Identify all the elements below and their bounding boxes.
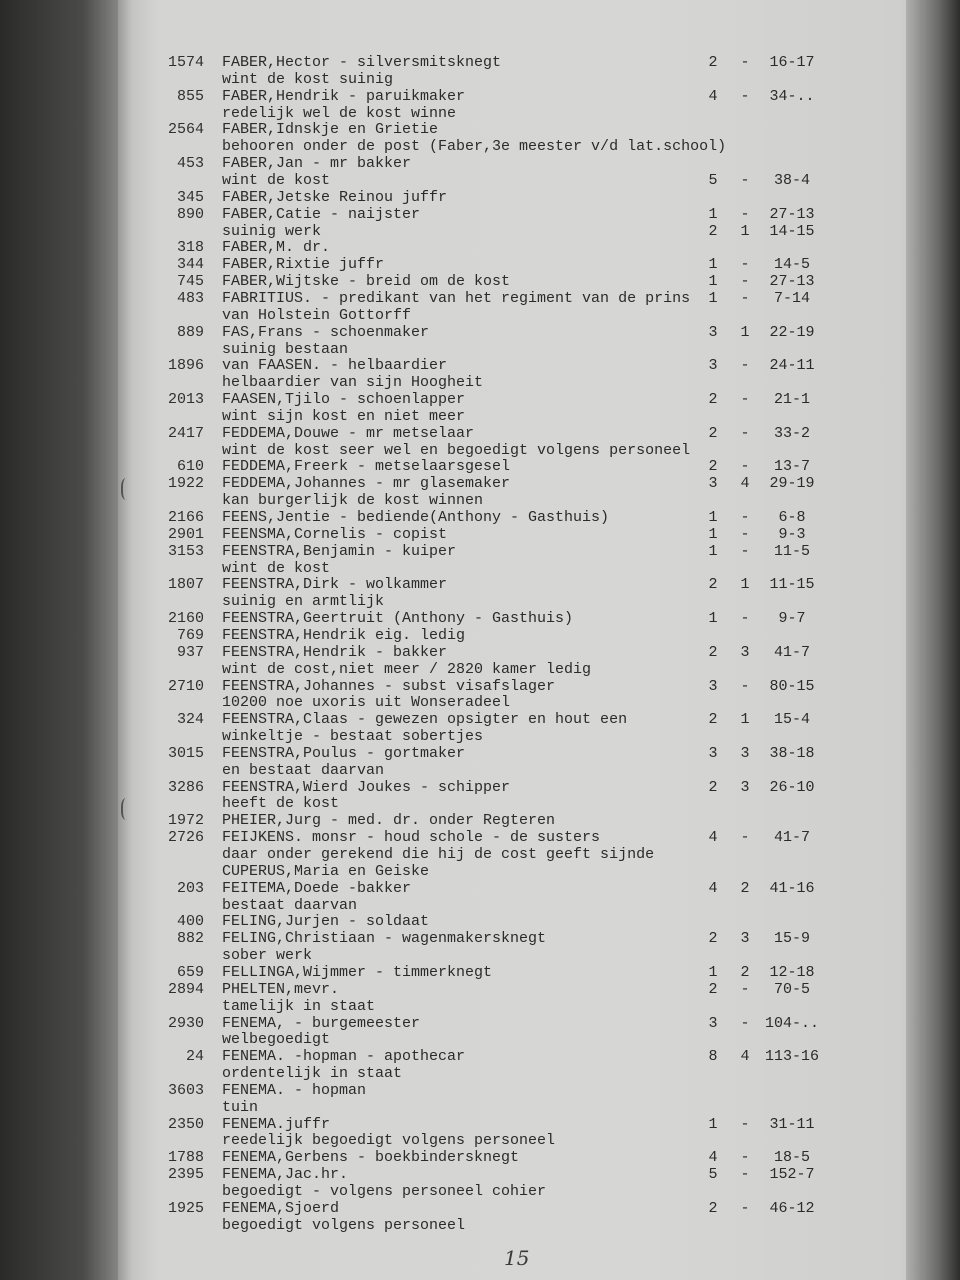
column-b-value: - [740, 87, 750, 105]
table-row [0, 1116, 960, 1133]
entry-number: 889 [176, 323, 204, 341]
table-row [0, 88, 960, 105]
entry-text: FEENSTRA,Claas - gewezen opsigter en hout een [222, 711, 628, 729]
table-row [0, 593, 960, 610]
table-row [0, 661, 960, 678]
column-b-value: 3 [740, 643, 750, 661]
table-row [0, 307, 960, 324]
amount-value: 34-.. [769, 87, 815, 105]
column-a-value: 2 [708, 980, 718, 998]
table-row [0, 1015, 960, 1032]
entry-text: FEENSTRA,Poulus - gortmaker [222, 744, 466, 762]
column-a-value: 4 [708, 87, 718, 105]
entry-text: FELLINGA,Wijmmer - timmerknegt [222, 963, 493, 981]
entry-text: helbaardier van sijn Hoogheit [222, 374, 484, 392]
table-row [0, 324, 960, 341]
entry-text: FEDDEMA,Freerk - metselaarsgesel [222, 458, 511, 476]
amount-value: 7-14 [773, 289, 810, 307]
entry-text: sober werk [222, 947, 313, 965]
table-row [0, 795, 960, 812]
entry-number: 2166 [167, 509, 204, 526]
amount-value: 38-18 [769, 744, 815, 762]
column-a-value: 1 [708, 289, 718, 307]
column-a-value: 4 [708, 829, 718, 847]
column-a-value: 1 [708, 1115, 718, 1133]
entry-text: FEDDEMA,Johannes - mr glasemaker [222, 475, 511, 493]
amount-value: 15-9 [773, 930, 810, 948]
amount-value: 15-4 [773, 711, 810, 729]
amount-value: 16-17 [769, 54, 815, 71]
amount-value: 38-4 [773, 172, 810, 189]
amount-value: 26-10 [769, 778, 815, 796]
entry-number: 3603 [167, 1081, 204, 1099]
table-row [0, 239, 960, 256]
column-a-value: 2 [708, 222, 718, 240]
column-b-value: 2 [740, 963, 750, 981]
entry-number: 882 [176, 930, 204, 948]
entry-text: FEENSTRA,Benjamin - kuiper [222, 542, 457, 560]
table-row [0, 290, 960, 307]
table-row [0, 897, 960, 914]
entry-text: FEENSTRA,Hendrik - bakker [222, 643, 448, 661]
amount-value: 80-15 [769, 677, 815, 695]
column-b-value: - [740, 256, 750, 274]
entry-text: wint de kost seer wel en begoedigt volgens personeel [222, 441, 691, 459]
entry-text: FEENSTRA,Geertruit (Anthony - Gasthuis) [222, 610, 574, 628]
table-row [0, 1048, 960, 1065]
column-a-value: 2 [708, 1199, 718, 1217]
entry-number: 610 [176, 458, 204, 476]
entry-text: wint sijn kost en niet meer [222, 407, 466, 425]
entry-number: 400 [176, 913, 204, 931]
entry-text: FELING,Jurjen - soldaat [222, 913, 430, 931]
column-b-value: 1 [740, 222, 750, 240]
amount-value: 33-2 [773, 424, 810, 442]
entry-text: begoedigt - volgens personeel cohier [222, 1183, 547, 1200]
column-a-value: 3 [708, 357, 718, 375]
column-a-value: 1 [708, 542, 718, 560]
entry-text: FABER,Wijtske - breid om de kost [222, 273, 511, 291]
column-a-value: 1 [708, 610, 718, 628]
entry-number: 345 [176, 188, 204, 206]
table-row [0, 1149, 960, 1166]
column-b-value: - [740, 525, 750, 543]
column-b-value: 4 [740, 475, 750, 493]
entry-number: 1574 [167, 54, 204, 71]
entry-number: 2930 [167, 1014, 204, 1032]
column-b-value: - [740, 829, 750, 847]
entry-number: 3153 [167, 542, 204, 560]
amount-value: 113-16 [764, 1048, 819, 1066]
amount-value: 14-15 [769, 222, 815, 240]
entry-text: FEIJKENS. monsr - houd schole - de susters [222, 829, 601, 847]
entry-number: 2350 [167, 1115, 204, 1133]
entry-text: wint de cost,niet meer / 2820 kamer ledig [222, 660, 592, 678]
entry-number: 24 [185, 1048, 204, 1066]
entry-number: 659 [176, 963, 204, 981]
table-row [0, 627, 960, 644]
amount-value: 31-11 [769, 1115, 815, 1133]
entry-text: FENEMA,Sjoerd [222, 1199, 340, 1217]
table-row [0, 425, 960, 442]
amount-value: 70-5 [773, 980, 810, 998]
table-row [0, 981, 960, 998]
table-row [0, 408, 960, 425]
entry-number: 2013 [167, 391, 204, 408]
column-b-value: - [740, 458, 750, 476]
entry-text: van FAASEN. - helbaardier [222, 357, 448, 375]
column-b-value: 3 [740, 930, 750, 948]
table-row [0, 964, 960, 981]
table-row [0, 762, 960, 779]
entry-number: 318 [176, 239, 204, 257]
column-b-value: - [740, 980, 750, 998]
table-row [0, 341, 960, 358]
column-a-value: 1 [708, 509, 718, 526]
entry-number: 2710 [167, 677, 204, 695]
column-b-value: - [740, 1115, 750, 1133]
table-row [0, 71, 960, 88]
table-row [0, 1031, 960, 1048]
table-row [0, 374, 960, 391]
amount-value: 9-3 [778, 525, 806, 543]
column-b-value: - [740, 424, 750, 442]
table-row [0, 779, 960, 796]
table-row [0, 1166, 960, 1183]
entry-number: 1925 [167, 1199, 204, 1217]
page-number: 15 [504, 1246, 530, 1270]
table-row [0, 678, 960, 695]
table-row [0, 121, 960, 138]
column-b-value: - [740, 357, 750, 375]
entry-number: 453 [176, 155, 204, 173]
column-a-value: 3 [708, 1014, 718, 1032]
entry-text: FEDDEMA,Douwe - mr metselaar [222, 424, 475, 442]
entry-text: winkeltje - bestaat sobertjes [222, 728, 484, 745]
entry-text: FEENSTRA,Wierd Joukes - schipper [222, 778, 511, 796]
entry-text: PHEIER,Jurg - med. dr. onder Regteren [222, 812, 556, 830]
table-row [0, 728, 960, 745]
entry-text: bestaat daarvan [222, 896, 358, 914]
amount-value: 41-7 [773, 643, 810, 661]
entry-text: FAS,Frans - schoenmaker [222, 323, 430, 341]
table-row [0, 1200, 960, 1217]
entry-text: FEENSTRA,Dirk - wolkammer [222, 576, 448, 594]
entry-text: suinig en armtlijk [222, 593, 385, 611]
column-b-value: - [740, 610, 750, 628]
table-row [0, 863, 960, 880]
table-row [0, 1099, 960, 1116]
amount-value: 22-19 [769, 323, 815, 341]
table-row [0, 1082, 960, 1099]
entry-text: FABRITIUS. - predikant van het regiment van de prins [222, 289, 691, 307]
entry-text: FABER,Jetske Reinou juffr [222, 188, 448, 206]
table-row [0, 1065, 960, 1082]
column-a-value: 1 [708, 205, 718, 223]
table-row [0, 138, 960, 155]
column-b-value: - [740, 1166, 750, 1184]
entry-text: FABER,Jan - mr bakker [222, 155, 412, 173]
column-b-value: - [740, 54, 750, 71]
table-row [0, 1132, 960, 1149]
table-row [0, 947, 960, 964]
entry-text: FAASEN,Tjilo - schoenlapper [222, 391, 466, 408]
table-row [0, 812, 960, 829]
entry-number: 2901 [167, 525, 204, 543]
entry-text: heeft de kost [222, 795, 340, 813]
column-a-value: 3 [708, 677, 718, 695]
column-b-value: - [740, 391, 750, 408]
column-b-value: 1 [740, 576, 750, 594]
entry-text: FENEMA, - burgemeester [222, 1014, 421, 1032]
table-row [0, 526, 960, 543]
amount-value: 41-16 [769, 879, 815, 897]
entry-number: 745 [176, 273, 204, 291]
table-row [0, 357, 960, 374]
entry-number: 855 [176, 87, 204, 105]
entry-text: FEENS,Jentie - bediende(Anthony - Gasthuis) [222, 509, 610, 526]
amount-value: 104-.. [764, 1014, 819, 1032]
entry-text: FABER,Catie - naijster [222, 205, 421, 223]
table-row [0, 610, 960, 627]
column-a-value: 3 [708, 323, 718, 341]
entry-text: en bestaat daarvan [222, 761, 385, 779]
entry-number: 2160 [167, 610, 204, 628]
amount-value: 13-7 [773, 458, 810, 476]
table-row [0, 711, 960, 728]
column-a-value: 1 [708, 256, 718, 274]
entry-number: 937 [176, 643, 204, 661]
column-a-value: 2 [708, 643, 718, 661]
entry-text: FABER,M. dr. [222, 239, 331, 257]
entry-text: FEITEMA,Doede -bakker [222, 879, 412, 897]
entry-number: 890 [176, 205, 204, 223]
entry-text: daar onder gerekend die hij de cost geeft sijnde [222, 846, 655, 863]
column-a-value: 2 [708, 778, 718, 796]
column-a-value: 4 [708, 879, 718, 897]
entry-text: ordentelijk in staat [222, 1065, 403, 1082]
column-a-value: 2 [708, 576, 718, 594]
entry-text: behooren onder de post (Faber,3e meester v/d lat.school) [222, 138, 727, 156]
table-row [0, 998, 960, 1015]
entry-text: CUPERUS,Maria en Geiske [222, 862, 430, 880]
amount-value: 27-13 [769, 273, 815, 291]
entry-text: FENEMA. -hopman - apothecar [222, 1048, 466, 1066]
entry-text: FABER,Hector - silversmitsknegt [222, 54, 502, 71]
entry-number: 2564 [167, 121, 204, 139]
column-a-value: 3 [708, 475, 718, 493]
column-b-value: 3 [740, 778, 750, 796]
column-a-value: 2 [708, 930, 718, 948]
table-row [0, 155, 960, 172]
amount-value: 18-5 [773, 1149, 810, 1167]
entry-text: suinig werk [222, 222, 322, 240]
table-row [0, 930, 960, 947]
column-a-value: 1 [708, 963, 718, 981]
entry-text: FEENSMA,Cornelis - copist [222, 525, 448, 543]
entry-text: 10200 noe uxoris uit Wonseradeel [222, 694, 511, 712]
column-b-value: 1 [740, 711, 750, 729]
column-b-value: - [740, 1014, 750, 1032]
table-row [0, 1217, 960, 1234]
entry-number: 483 [176, 289, 204, 307]
amount-value: 11-5 [773, 542, 810, 560]
entry-text: FENEMA. - hopman [222, 1081, 367, 1099]
table-row [0, 913, 960, 930]
table-row [0, 745, 960, 762]
column-b-value: 1 [740, 323, 750, 341]
table-row [0, 172, 960, 189]
amount-value: 9-7 [778, 610, 806, 628]
column-b-value: - [740, 1149, 750, 1167]
entry-number: 2417 [167, 424, 204, 442]
entry-text: FABER,Idnskje en Grietie [222, 121, 439, 139]
entry-text: FABER,Rixtie juffr [222, 256, 385, 274]
table-row [0, 442, 960, 459]
entry-text: FENEMA.juffr [222, 1115, 331, 1133]
entry-text: wint de kost [222, 172, 331, 189]
table-row [0, 846, 960, 863]
table-row [0, 273, 960, 290]
column-b-value: - [740, 509, 750, 526]
column-a-value: 4 [708, 1149, 718, 1167]
entry-text: tamelijk in staat [222, 997, 376, 1015]
entry-text: wint de kost suinig [222, 70, 394, 88]
table-row [0, 1183, 960, 1200]
table-row [0, 543, 960, 560]
table-row [0, 391, 960, 408]
column-a-value: 2 [708, 391, 718, 408]
entry-text: tuin [222, 1098, 259, 1116]
column-b-value: - [740, 289, 750, 307]
table-row [0, 256, 960, 273]
amount-value: 29-19 [769, 475, 815, 493]
entry-number: 769 [176, 626, 204, 644]
entry-number: 2395 [167, 1166, 204, 1184]
entry-text: reedelijk begoedigt volgens personeel [222, 1132, 556, 1150]
entry-number: 2894 [167, 980, 204, 998]
entry-text: wint de kost [222, 559, 331, 577]
entry-number: 3286 [167, 778, 204, 796]
entry-text: FEENSTRA,Johannes - subst visafslager [222, 677, 556, 695]
entry-number: 203 [176, 879, 204, 897]
table-row [0, 560, 960, 577]
table-row [0, 475, 960, 492]
entry-number: 1922 [167, 475, 204, 493]
amount-value: 41-7 [773, 829, 810, 847]
column-b-value: 4 [740, 1048, 750, 1066]
entry-text: PHELTEN,mevr. [222, 980, 340, 998]
column-a-value: 5 [708, 1166, 718, 1184]
column-b-value: - [740, 542, 750, 560]
column-b-value: - [740, 273, 750, 291]
table-row [0, 206, 960, 223]
column-b-value: 2 [740, 879, 750, 897]
entry-text: FEENSTRA,Hendrik eig. ledig [222, 626, 466, 644]
entry-number: 1807 [167, 576, 204, 594]
amount-value: 14-5 [773, 256, 810, 274]
table-row [0, 829, 960, 846]
entry-text: van Holstein Gottorff [222, 306, 412, 324]
entry-text: FABER,Hendrik - paruikmaker [222, 87, 466, 105]
entry-text: FELING,Christiaan - wagenmakersknegt [222, 930, 547, 948]
column-b-value: - [740, 1199, 750, 1217]
entry-number: 1896 [167, 357, 204, 375]
entry-text: suinig bestaan [222, 340, 349, 358]
entry-text: kan burgerlijk de kost winnen [222, 492, 484, 510]
column-a-value: 3 [708, 744, 718, 762]
table-row [0, 644, 960, 661]
table-row [0, 54, 960, 71]
entry-number: 324 [176, 711, 204, 729]
table-row [0, 189, 960, 206]
column-a-value: 8 [708, 1048, 718, 1066]
amount-value: 6-8 [778, 509, 806, 526]
amount-value: 21-1 [773, 391, 810, 408]
entry-text: begoedigt volgens personeel [222, 1216, 466, 1234]
column-a-value: 2 [708, 424, 718, 442]
entry-number: 2726 [167, 829, 204, 847]
entry-number: 1972 [167, 812, 204, 830]
entry-text: FENEMA,Jac.hr. [222, 1166, 349, 1184]
amount-value: 12-18 [769, 963, 815, 981]
amount-value: 11-15 [769, 576, 815, 594]
table-row [0, 492, 960, 509]
entry-number: 1788 [167, 1149, 204, 1167]
column-a-value: 1 [708, 273, 718, 291]
entry-number: 344 [176, 256, 204, 274]
table-row [0, 105, 960, 122]
column-a-value: 1 [708, 525, 718, 543]
column-b-value: - [740, 205, 750, 223]
entry-text: redelijk wel de kost winne [222, 104, 457, 122]
table-row [0, 458, 960, 475]
amount-value: 46-12 [769, 1199, 815, 1217]
entry-text: welbegoedigt [222, 1031, 331, 1049]
entry-number: 3015 [167, 744, 204, 762]
table-row [0, 576, 960, 593]
amount-value: 27-13 [769, 205, 815, 223]
table-row [0, 223, 960, 240]
amount-value: 152-7 [769, 1166, 815, 1184]
table-row [0, 509, 960, 526]
column-a-value: 2 [708, 54, 718, 71]
column-a-value: 2 [708, 711, 718, 729]
entry-text: FENEMA,Gerbens - boekbindersknegt [222, 1149, 520, 1167]
table-row [0, 880, 960, 897]
column-a-value: 2 [708, 458, 718, 476]
column-b-value: - [740, 172, 750, 189]
column-b-value: 3 [740, 744, 750, 762]
amount-value: 24-11 [769, 357, 815, 375]
column-a-value: 5 [708, 172, 718, 189]
table-row [0, 694, 960, 711]
column-b-value: - [740, 677, 750, 695]
